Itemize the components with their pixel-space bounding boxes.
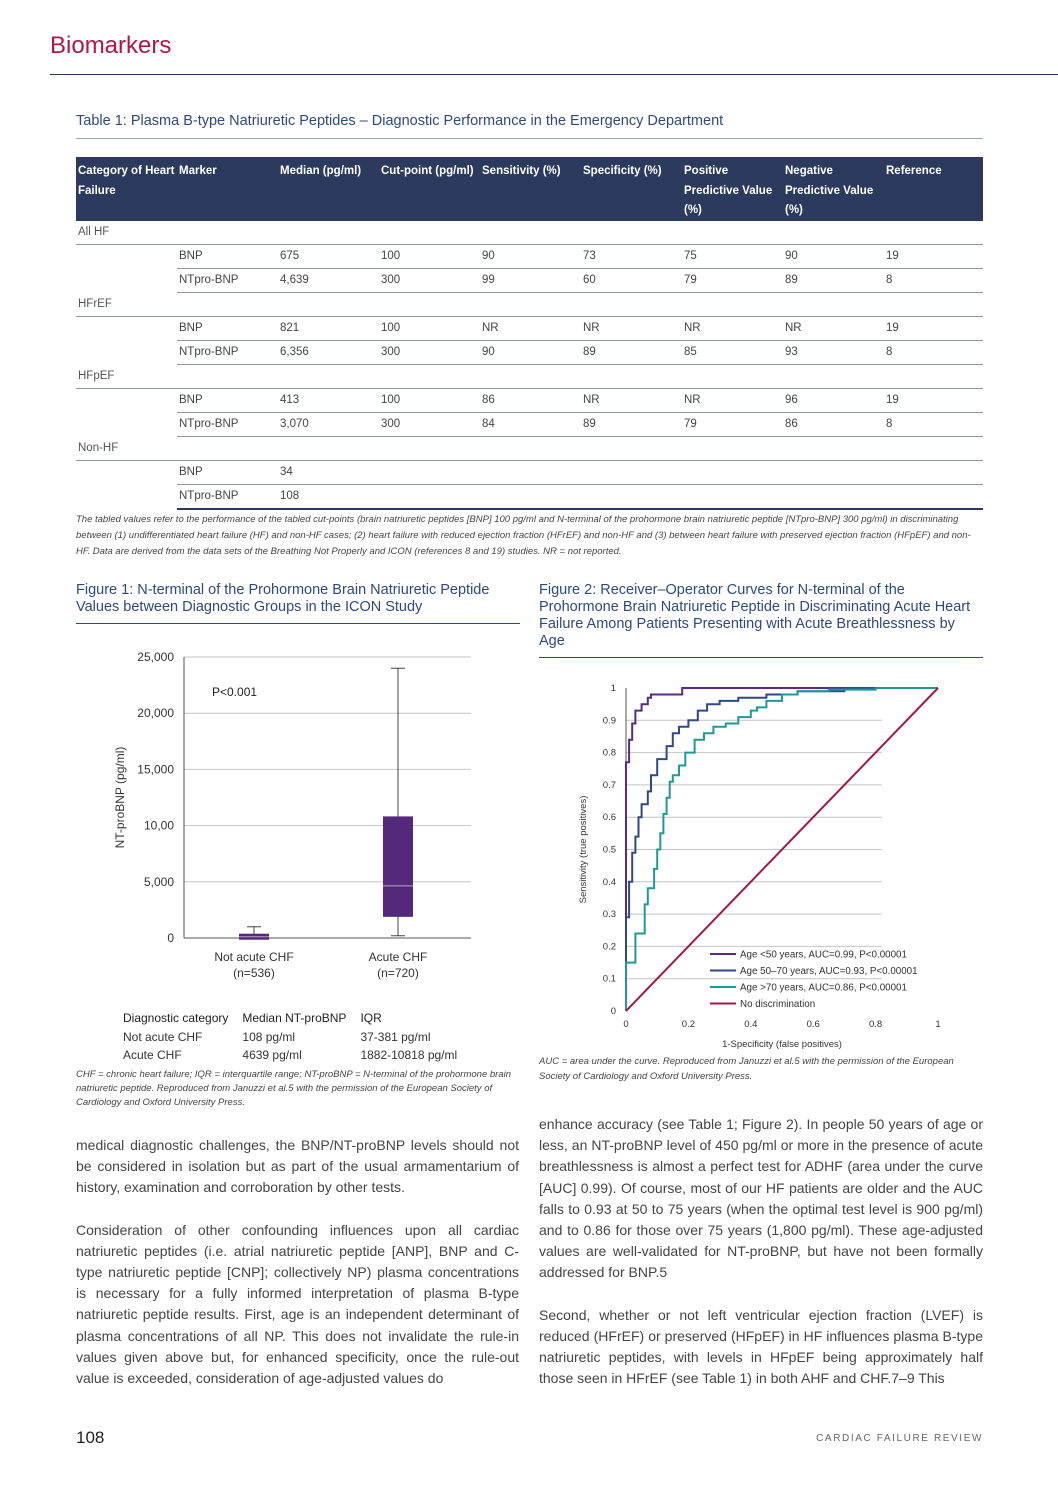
table-cell: 34 <box>278 460 379 484</box>
table-cell: 3,070 <box>278 412 379 436</box>
y-tick-label: 20,000 <box>137 706 174 721</box>
table-cell <box>480 221 581 245</box>
table-cell: 86 <box>480 388 581 412</box>
body-paragraph: Second, whether or not left ventricular ejection fraction (LVEF) is reduced (HFrEF) or preserved (HFpEF) in HF influences plasma B-type natriuretic peptides, with levels in HFpEF being approximately half those seen in HFrEF (see Table 1) in both AHF and CHF.7–9 This <box>539 1306 983 1387</box>
table-cell <box>480 364 581 388</box>
table-cell: 84 <box>480 412 581 436</box>
x-tick-label: 0.2 <box>681 1019 696 1030</box>
table-header-cell: Positive Predictive Value (%) <box>682 157 783 221</box>
figure1-caption: Figure 1: N-terminal of the Prohormone Brain Natriuretic Peptide Values between Diagnostic Groups in the ICON Study <box>76 582 490 615</box>
table-cell <box>177 436 278 460</box>
stats-header-cell: Diagnostic category <box>123 1011 229 1025</box>
table-header-cell: Median (pg/ml) <box>278 157 379 221</box>
x-tick-label: 1 <box>935 1019 941 1030</box>
table-cell <box>682 364 783 388</box>
table-header-cell: Category of Heart Failure <box>76 157 177 221</box>
figure2-roc-chart <box>570 670 960 1050</box>
body-column-left <box>76 1135 519 1410</box>
table-cell: 93 <box>783 340 884 364</box>
table-cell: 300 <box>379 268 480 292</box>
table-category-row <box>76 221 983 245</box>
table-row <box>76 340 983 364</box>
table-cell: 96 <box>783 388 884 412</box>
table-cell: 90 <box>783 244 884 268</box>
table-cell: BNP <box>177 388 278 412</box>
stats-cell: Acute CHF <box>123 1048 182 1062</box>
table-cell: 100 <box>379 316 480 340</box>
table-cell: HFrEF <box>76 292 177 316</box>
table-cell <box>581 484 682 509</box>
table-cell <box>480 436 581 460</box>
table-cell <box>278 364 379 388</box>
y-tick-label: 0 <box>167 931 174 945</box>
stats-row <box>123 1046 471 1064</box>
x-axis-label: 1-Specificity (false positives) <box>722 1039 842 1050</box>
p-value-annotation: P<0.001 <box>212 685 258 699</box>
table-cell <box>76 412 177 436</box>
y-tick-label: 0 <box>610 1006 616 1017</box>
table-cell <box>884 436 983 460</box>
table-header-cell: Reference <box>884 157 983 221</box>
table-cell: NR <box>581 388 682 412</box>
table-cell: 90 <box>480 340 581 364</box>
table-cell: 79 <box>682 268 783 292</box>
table-cell: 19 <box>884 316 983 340</box>
table-cell: NR <box>581 316 682 340</box>
body-column-right <box>539 1114 983 1410</box>
table-cell <box>884 292 983 316</box>
table-cell: NTpro-BNP <box>177 268 278 292</box>
y-tick-label: 1 <box>610 683 616 694</box>
table-cell: NR <box>480 316 581 340</box>
legend-label: Age <50 years, AUC=0.99, P<0.00001 <box>740 949 907 961</box>
table-cell <box>480 484 581 509</box>
legend-label: Age >70 years, AUC=0.86, P<0.00001 <box>740 982 907 994</box>
y-tick-label: 25,000 <box>137 650 174 664</box>
table-header-cell: Marker <box>177 157 278 221</box>
table-cell <box>278 436 379 460</box>
table-cell: NR <box>682 388 783 412</box>
y-axis-label: Sensitivity (true positives) <box>578 795 589 904</box>
table-cell: 4,639 <box>278 268 379 292</box>
body-paragraph: enhance accuracy (see Table 1; Figure 2). In people 50 years of age or less, an NT-proBNP level of 450 pg/ml or more in the presence of acute breathlessness is almost a perfect test for ADHF (area under the curve [AUC] 0.99). Of course, most of our HF patients are older and the AUC falls to 0.93 at 50 to 75 years (when the optimal test level is 900 pg/ml) and to 0.86 for those over 75 years (1,800 pg/ml). These age-adjusted values are well-validated for NT-proBNP, but have not been formally addressed for BNP.5 <box>539 1116 983 1281</box>
table-header-cell: Sensitivity (%) <box>480 157 581 221</box>
table-cell: NTpro-BNP <box>177 412 278 436</box>
table-cell <box>76 484 177 509</box>
y-tick-label: 5,000 <box>143 874 174 889</box>
table-category-row <box>76 292 983 316</box>
table-cell: 300 <box>379 412 480 436</box>
table-cell <box>884 460 983 484</box>
table-cell <box>379 364 480 388</box>
table-header-cell: Cut-point (pg/ml) <box>379 157 480 221</box>
stats-row <box>123 1028 471 1046</box>
stats-header-cell: Median NT-proBNP <box>242 1011 347 1025</box>
diagnostic-performance-table <box>76 157 983 510</box>
table-cell: 79 <box>682 412 783 436</box>
table-cell <box>682 484 783 509</box>
table-cell <box>581 460 682 484</box>
y-tick-label: 0.5 <box>602 844 616 856</box>
legend-label: Age 50–70 years, AUC=0.93, P<0.00001 <box>740 966 918 977</box>
table-cell: 89 <box>783 268 884 292</box>
figure2-caption: Figure 2: Receiver–Operator Curves for N-terminal of the Prohormone Brain Natriuretic Peptide in Discriminating Acute Heart Failure Among Patients Presenting with Acute Breathlessness by Age <box>539 582 971 649</box>
table-cell <box>278 292 379 316</box>
body-paragraph: medical diagnostic challenges, the BNP/NT-proBNP levels should not be considered in isolation but as part of the usual armamentarium of history, examination and corroboration by other tests. <box>76 1137 519 1196</box>
table-cell <box>177 364 278 388</box>
y-axis-label: NT-proBNP (pg/ml) <box>113 746 127 849</box>
table-cell: All HF <box>76 221 177 245</box>
y-tick-label: 0.1 <box>602 973 616 985</box>
table-cell: 90 <box>480 244 581 268</box>
box <box>383 816 413 916</box>
table-cell <box>379 460 480 484</box>
table-cell: 60 <box>581 268 682 292</box>
legend-label: No discrimination <box>740 999 816 1010</box>
table-row <box>76 460 983 484</box>
table-header-row <box>76 157 983 221</box>
table-cell: 89 <box>581 412 682 436</box>
y-tick-label: 0.7 <box>602 779 616 791</box>
figure1-caption-rule <box>76 623 520 624</box>
stats-cell: Not acute CHF <box>123 1030 203 1044</box>
table-caption: Table 1: Plasma B-type Natriuretic Peptides – Diagnostic Performance in the Emergency Department <box>76 113 724 129</box>
table-cell <box>76 460 177 484</box>
table-row <box>76 412 983 436</box>
table-note: The tabled values refer to the performance of the tabled cut-points (brain natriuretic peptides [BNP] 100 pg/ml and N-terminal of the prohormone brain natriuretic peptide [NTpro-BNP] 300 pg/ml) in discriminating between (1) undifferentiated heart failure (HF) and non-HF cases; (2) heart failure with reduced ejection fraction (HFrEF) and non-HF and (3) between heart failure with preserved ejection fraction (HFpEF) and non-HF. Data are derived from the data sets of the Breathing Not Properly and ICON (references 8 and 19) studies. NR = not reported. <box>76 514 971 557</box>
category-label: Not acute CHF <box>214 950 294 964</box>
table-cell: 8 <box>884 340 983 364</box>
table-cell <box>379 436 480 460</box>
table-cell <box>682 221 783 245</box>
table-cell <box>379 221 480 245</box>
table-cell: BNP <box>177 316 278 340</box>
table-row <box>76 244 983 268</box>
y-tick-label: 0.2 <box>602 941 616 953</box>
y-tick-label: 0.6 <box>602 812 616 824</box>
table-cell: 99 <box>480 268 581 292</box>
table-header-cell: Specificity (%) <box>581 157 682 221</box>
table-cell <box>884 221 983 245</box>
stats-cell: 37-381 pg/ml <box>360 1030 431 1044</box>
table-cell <box>884 364 983 388</box>
table-cell: 89 <box>581 340 682 364</box>
table-cell: NTpro-BNP <box>177 340 278 364</box>
table-cell <box>379 484 480 509</box>
figure2-caption-rule <box>539 657 983 658</box>
table-cell <box>783 460 884 484</box>
table-cell <box>76 316 177 340</box>
category-sublabel: (n=720) <box>377 966 419 980</box>
table-cell: 85 <box>682 340 783 364</box>
figure1-stats-table <box>123 1008 471 1064</box>
table-cell: NR <box>783 316 884 340</box>
category-sublabel: (n=536) <box>233 966 275 980</box>
table-cell <box>480 460 581 484</box>
table-cell <box>783 436 884 460</box>
table-cell: 86 <box>783 412 884 436</box>
table-cell: 8 <box>884 412 983 436</box>
table-cell: 100 <box>379 244 480 268</box>
figure1-note: CHF = chronic heart failure; IQR = interquartile range; NT-proBNP = N-terminal of the prohormone brain natriuretic peptide. Reproduced from Januzzi et al.5 with the permission of the European Society of Cardiology and Oxford University Press. <box>76 1069 512 1108</box>
figure1-boxplot <box>100 640 500 990</box>
x-tick-label: 0 <box>623 1019 629 1030</box>
y-tick-label: 0.9 <box>602 715 616 727</box>
table-cell: 19 <box>884 388 983 412</box>
table-cell: 6,356 <box>278 340 379 364</box>
table-caption-rule <box>76 138 983 139</box>
table-cell <box>581 436 682 460</box>
x-tick-label: 0.6 <box>806 1019 820 1030</box>
table-cell: 8 <box>884 268 983 292</box>
table-category-row <box>76 436 983 460</box>
table-cell <box>682 292 783 316</box>
table-cell: 413 <box>278 388 379 412</box>
table-cell <box>76 340 177 364</box>
stats-header-cell: IQR <box>360 1011 382 1025</box>
table-cell: NR <box>682 316 783 340</box>
table-cell: 675 <box>278 244 379 268</box>
journal-name: CARDIAC FAILURE REVIEW <box>816 1433 983 1444</box>
table-cell <box>581 221 682 245</box>
stats-header-row <box>123 1008 471 1028</box>
table-cell: HFpEF <box>76 364 177 388</box>
header-rule <box>50 74 1058 75</box>
table-cell <box>278 221 379 245</box>
table-cell <box>783 364 884 388</box>
table-cell: 821 <box>278 316 379 340</box>
figure2-note: AUC = area under the curve. Reproduced from Januzzi et al.5 with the permission of the European Society of Cardiology and Oxford University Press. <box>539 1056 954 1082</box>
table-cell <box>682 436 783 460</box>
table-cell <box>884 484 983 509</box>
table-row <box>76 316 983 340</box>
table-cell <box>76 388 177 412</box>
table-cell: 75 <box>682 244 783 268</box>
table-cell <box>177 292 278 316</box>
y-tick-label: 0.3 <box>602 909 616 921</box>
table-row <box>76 484 983 509</box>
y-tick-label: 0.4 <box>602 876 616 888</box>
x-tick-label: 0.8 <box>868 1019 883 1030</box>
section-title: Biomarkers <box>50 32 172 59</box>
page-number: 108 <box>76 1428 105 1447</box>
table-cell: 300 <box>379 340 480 364</box>
x-tick-label: 0.4 <box>744 1019 758 1030</box>
table-cell: 108 <box>278 484 379 509</box>
stats-cell: 108 pg/ml <box>242 1030 296 1044</box>
table-header-cell: Negative Predictive Value (%) <box>783 157 884 221</box>
table-cell <box>783 484 884 509</box>
table-cell <box>581 364 682 388</box>
y-tick-label: 0.8 <box>602 747 616 759</box>
table-row <box>76 268 983 292</box>
table-cell <box>682 460 783 484</box>
table-cell <box>76 244 177 268</box>
table-cell: BNP <box>177 460 278 484</box>
table-category-row <box>76 364 983 388</box>
table-cell <box>783 221 884 245</box>
stats-cell: 1882-10818 pg/ml <box>360 1048 458 1062</box>
stats-cell: 4639 pg/ml <box>242 1048 302 1062</box>
y-tick-label: 10,00 <box>143 818 174 833</box>
y-tick-label: 15,000 <box>137 762 174 777</box>
table-cell: NTpro-BNP <box>177 484 278 509</box>
table-cell: Non-HF <box>76 436 177 460</box>
body-paragraph: Consideration of other confounding influences upon all cardiac natriuretic peptides (i.e. atrial natriuretic peptide [ANP], BNP and C-type natriuretic peptide [CNP]; collectively NP) plasma concentrations is necessary for a fully informed interpretation of plasma B-type natriuretic peptide results. First, age is an independent determinant of plasma concentrations of all NP. This does not invalidate the rule-in values given above but, for enhanced specificity, once the rule-out value is exceeded, consideration of age-adjusted values do <box>76 1221 519 1387</box>
category-label: Acute CHF <box>368 950 428 964</box>
table-cell <box>379 292 480 316</box>
table-cell: 19 <box>884 244 983 268</box>
table-cell <box>783 292 884 316</box>
table-cell <box>480 292 581 316</box>
table-row <box>76 388 983 412</box>
table-cell: BNP <box>177 244 278 268</box>
table-cell <box>177 221 278 245</box>
table-cell <box>581 292 682 316</box>
table-cell: 73 <box>581 244 682 268</box>
table-cell <box>76 268 177 292</box>
table-cell: 100 <box>379 388 480 412</box>
